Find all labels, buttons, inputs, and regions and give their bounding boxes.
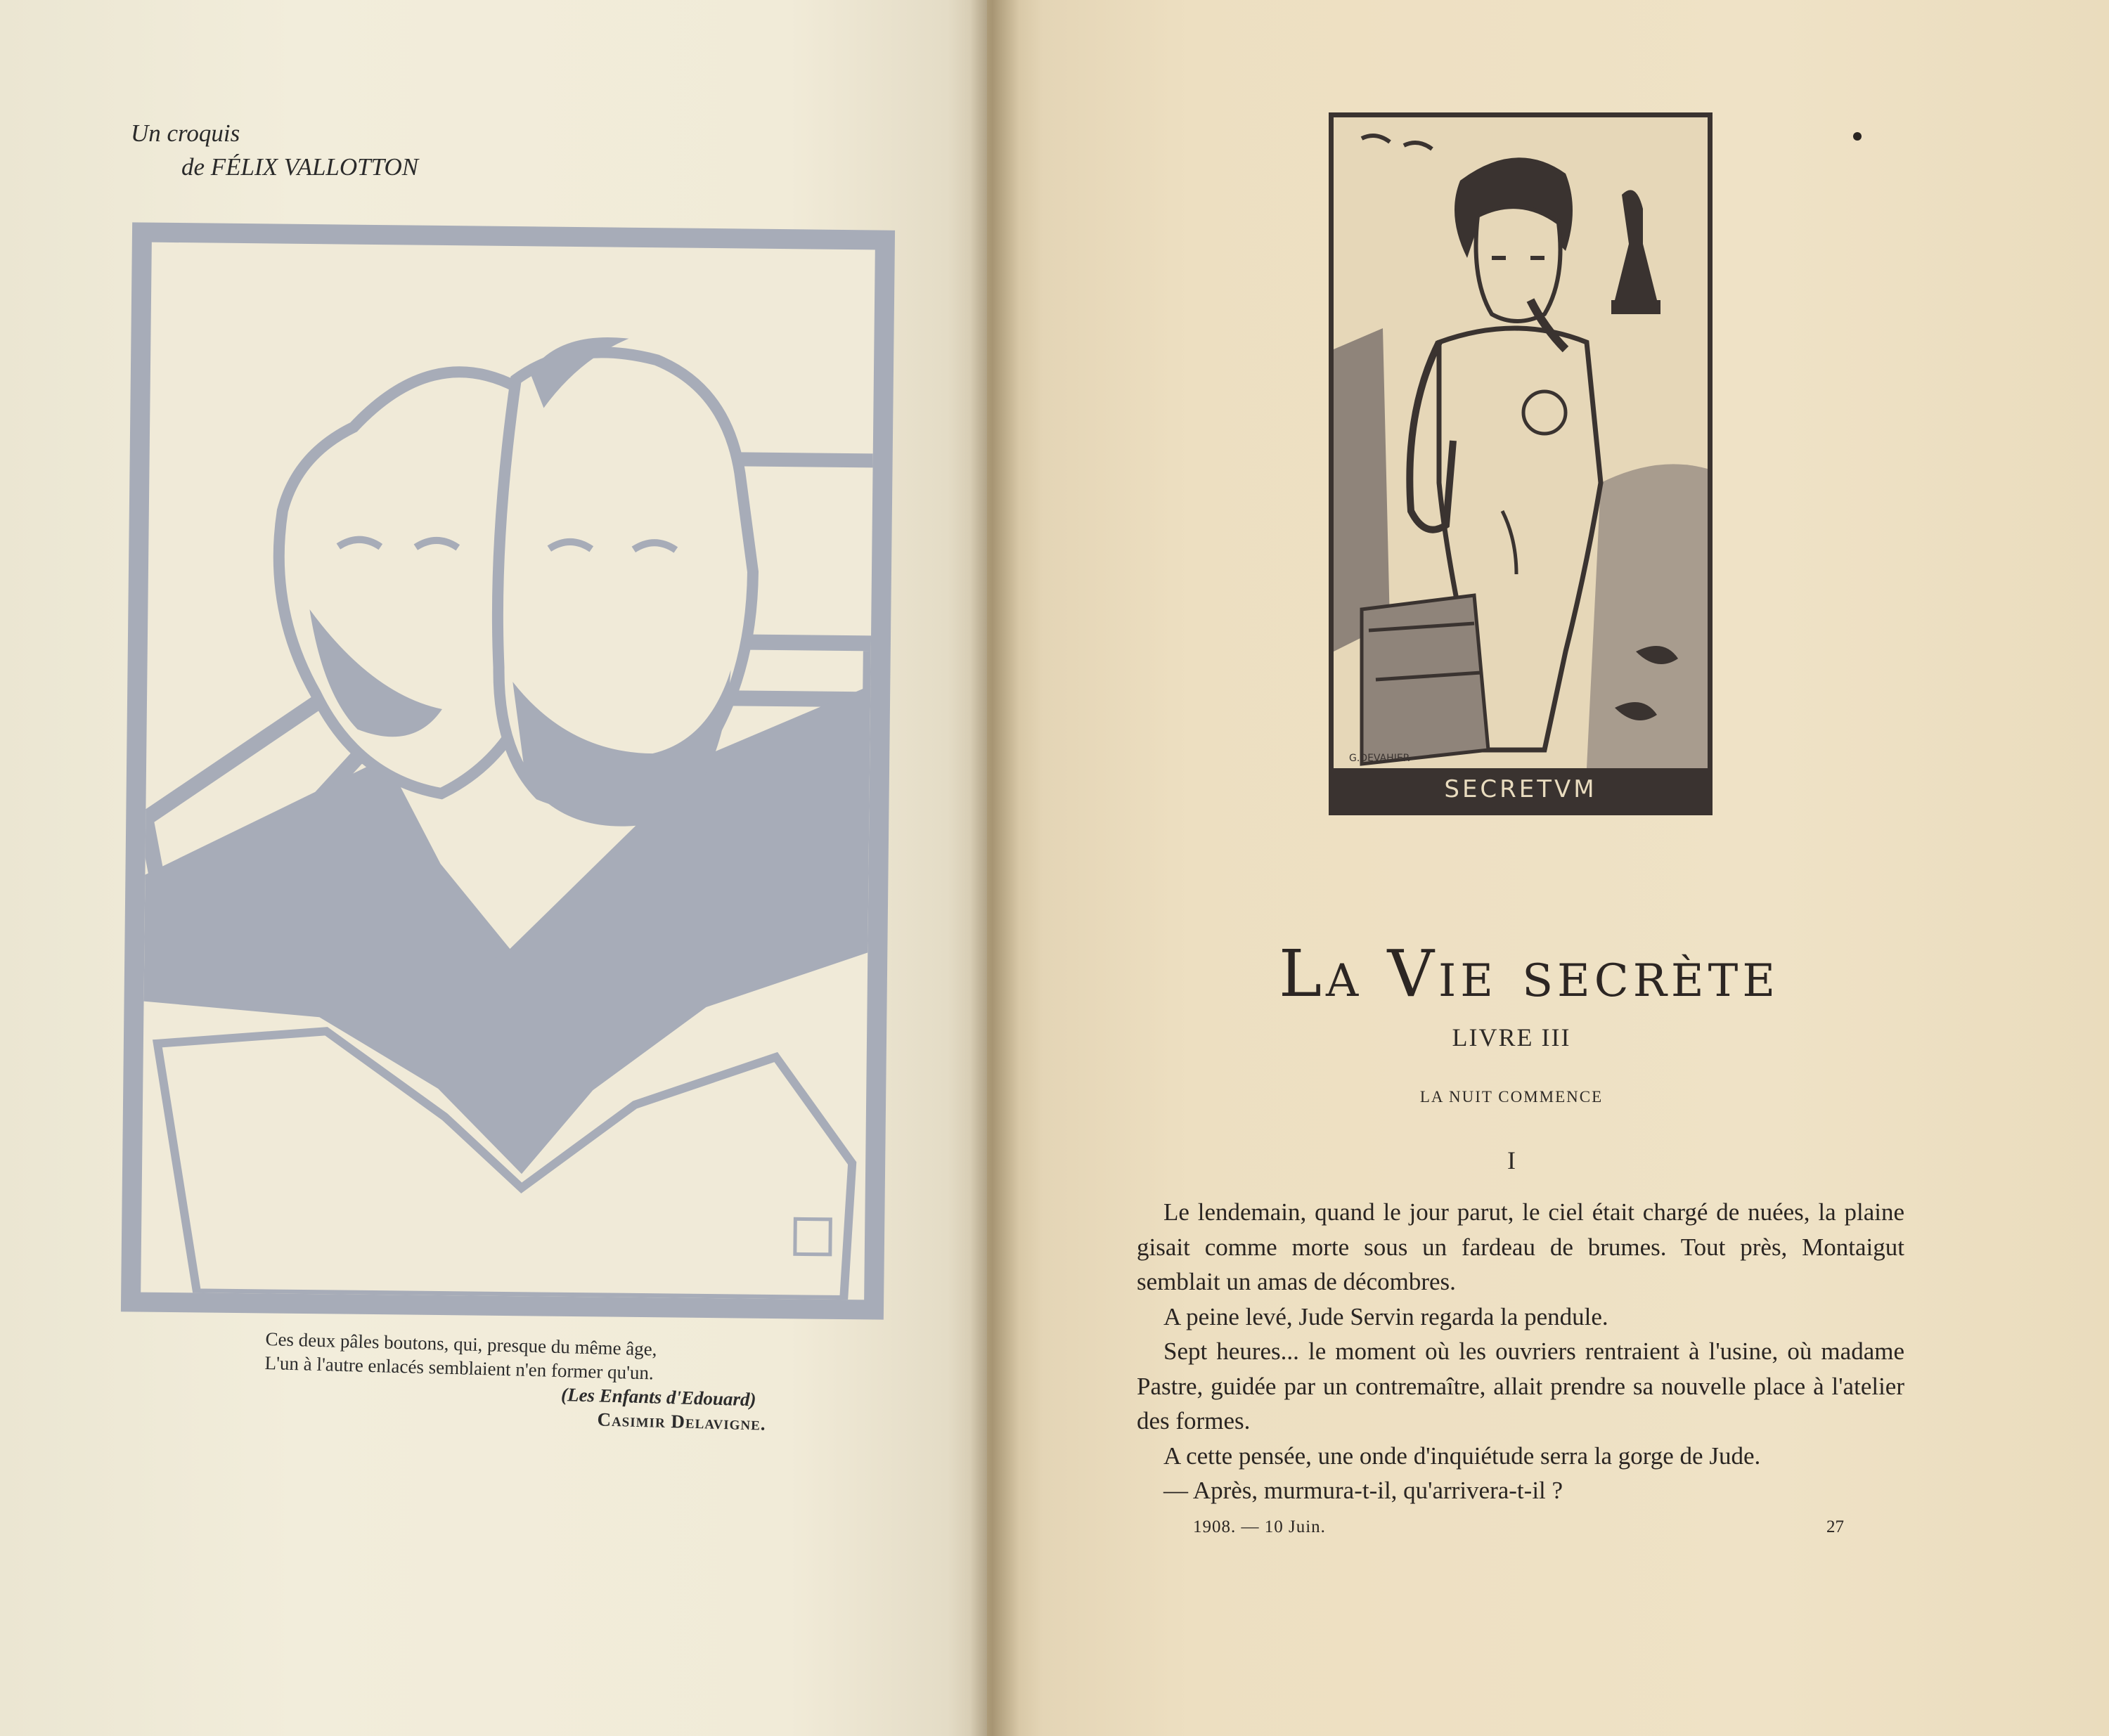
sketch-title [131,117,418,184]
caption-source: (Les Enfants d'Edouard) [560,1384,756,1411]
sketch-title-line2: de FÉLIX VALLOTTON [181,153,419,181]
print-signature: G.DEVAHIER [1349,753,1410,764]
vallotton-woodcut [121,222,895,1319]
book-gutter [970,0,1019,1736]
chapter-number: I [1507,1146,1516,1174]
woodcut-caption [263,1327,771,1436]
ink-speck [1853,132,1862,141]
main-title: La Vie secrète [1278,935,1780,1011]
book-subtitle: LA NUIT COMMENCE [1419,1088,1604,1106]
caption-line2: L'un à l'autre enlacés semblaient n'en former qu'un. [264,1352,654,1384]
caption-line1: Ces deux pâles boutons, qui, presque du même âge, [265,1328,657,1360]
book-number: LIVRE III [1452,1023,1571,1051]
left-page [0,0,987,1736]
paragraph: Le lendemain, quand le jour parut, le ciel était chargé de nuées, la plaine gisait comme morte sous un fardeau de brumes. Tout près, Montaigut semblait un amas de décombres. [1137,1198,1904,1295]
footer-date: 1908. — 10 Juin. [1193,1517,1326,1536]
sketch-title-line1: Un croquis [131,119,240,147]
secretum-print [1329,112,1713,815]
paragraph: Sept heures... le moment où les ouvriers rentraient à l'usine, où madame Pastre, guidée par un contremaître, allait prendre sa nouvelle place à l'atelier des formes. [1137,1337,1904,1434]
paragraph: A peine levé, Jude Servin regarda la pendule. [1163,1302,1608,1330]
body-text [1137,1195,1904,1508]
paragraph: — Après, murmura-t-il, qu'arrivera-t-il ? [1163,1477,1563,1504]
page-number: 27 [1826,1517,1844,1536]
woodcut-illustration [141,242,875,1300]
paragraph: A cette pensée, une onde d'inquiétude serra la gorge de Jude. [1163,1442,1761,1470]
print-label: SECRETVM [1334,768,1708,810]
secretum-illustration [1334,117,1708,768]
caption-author: Casimir Delavigne. [597,1408,767,1434]
